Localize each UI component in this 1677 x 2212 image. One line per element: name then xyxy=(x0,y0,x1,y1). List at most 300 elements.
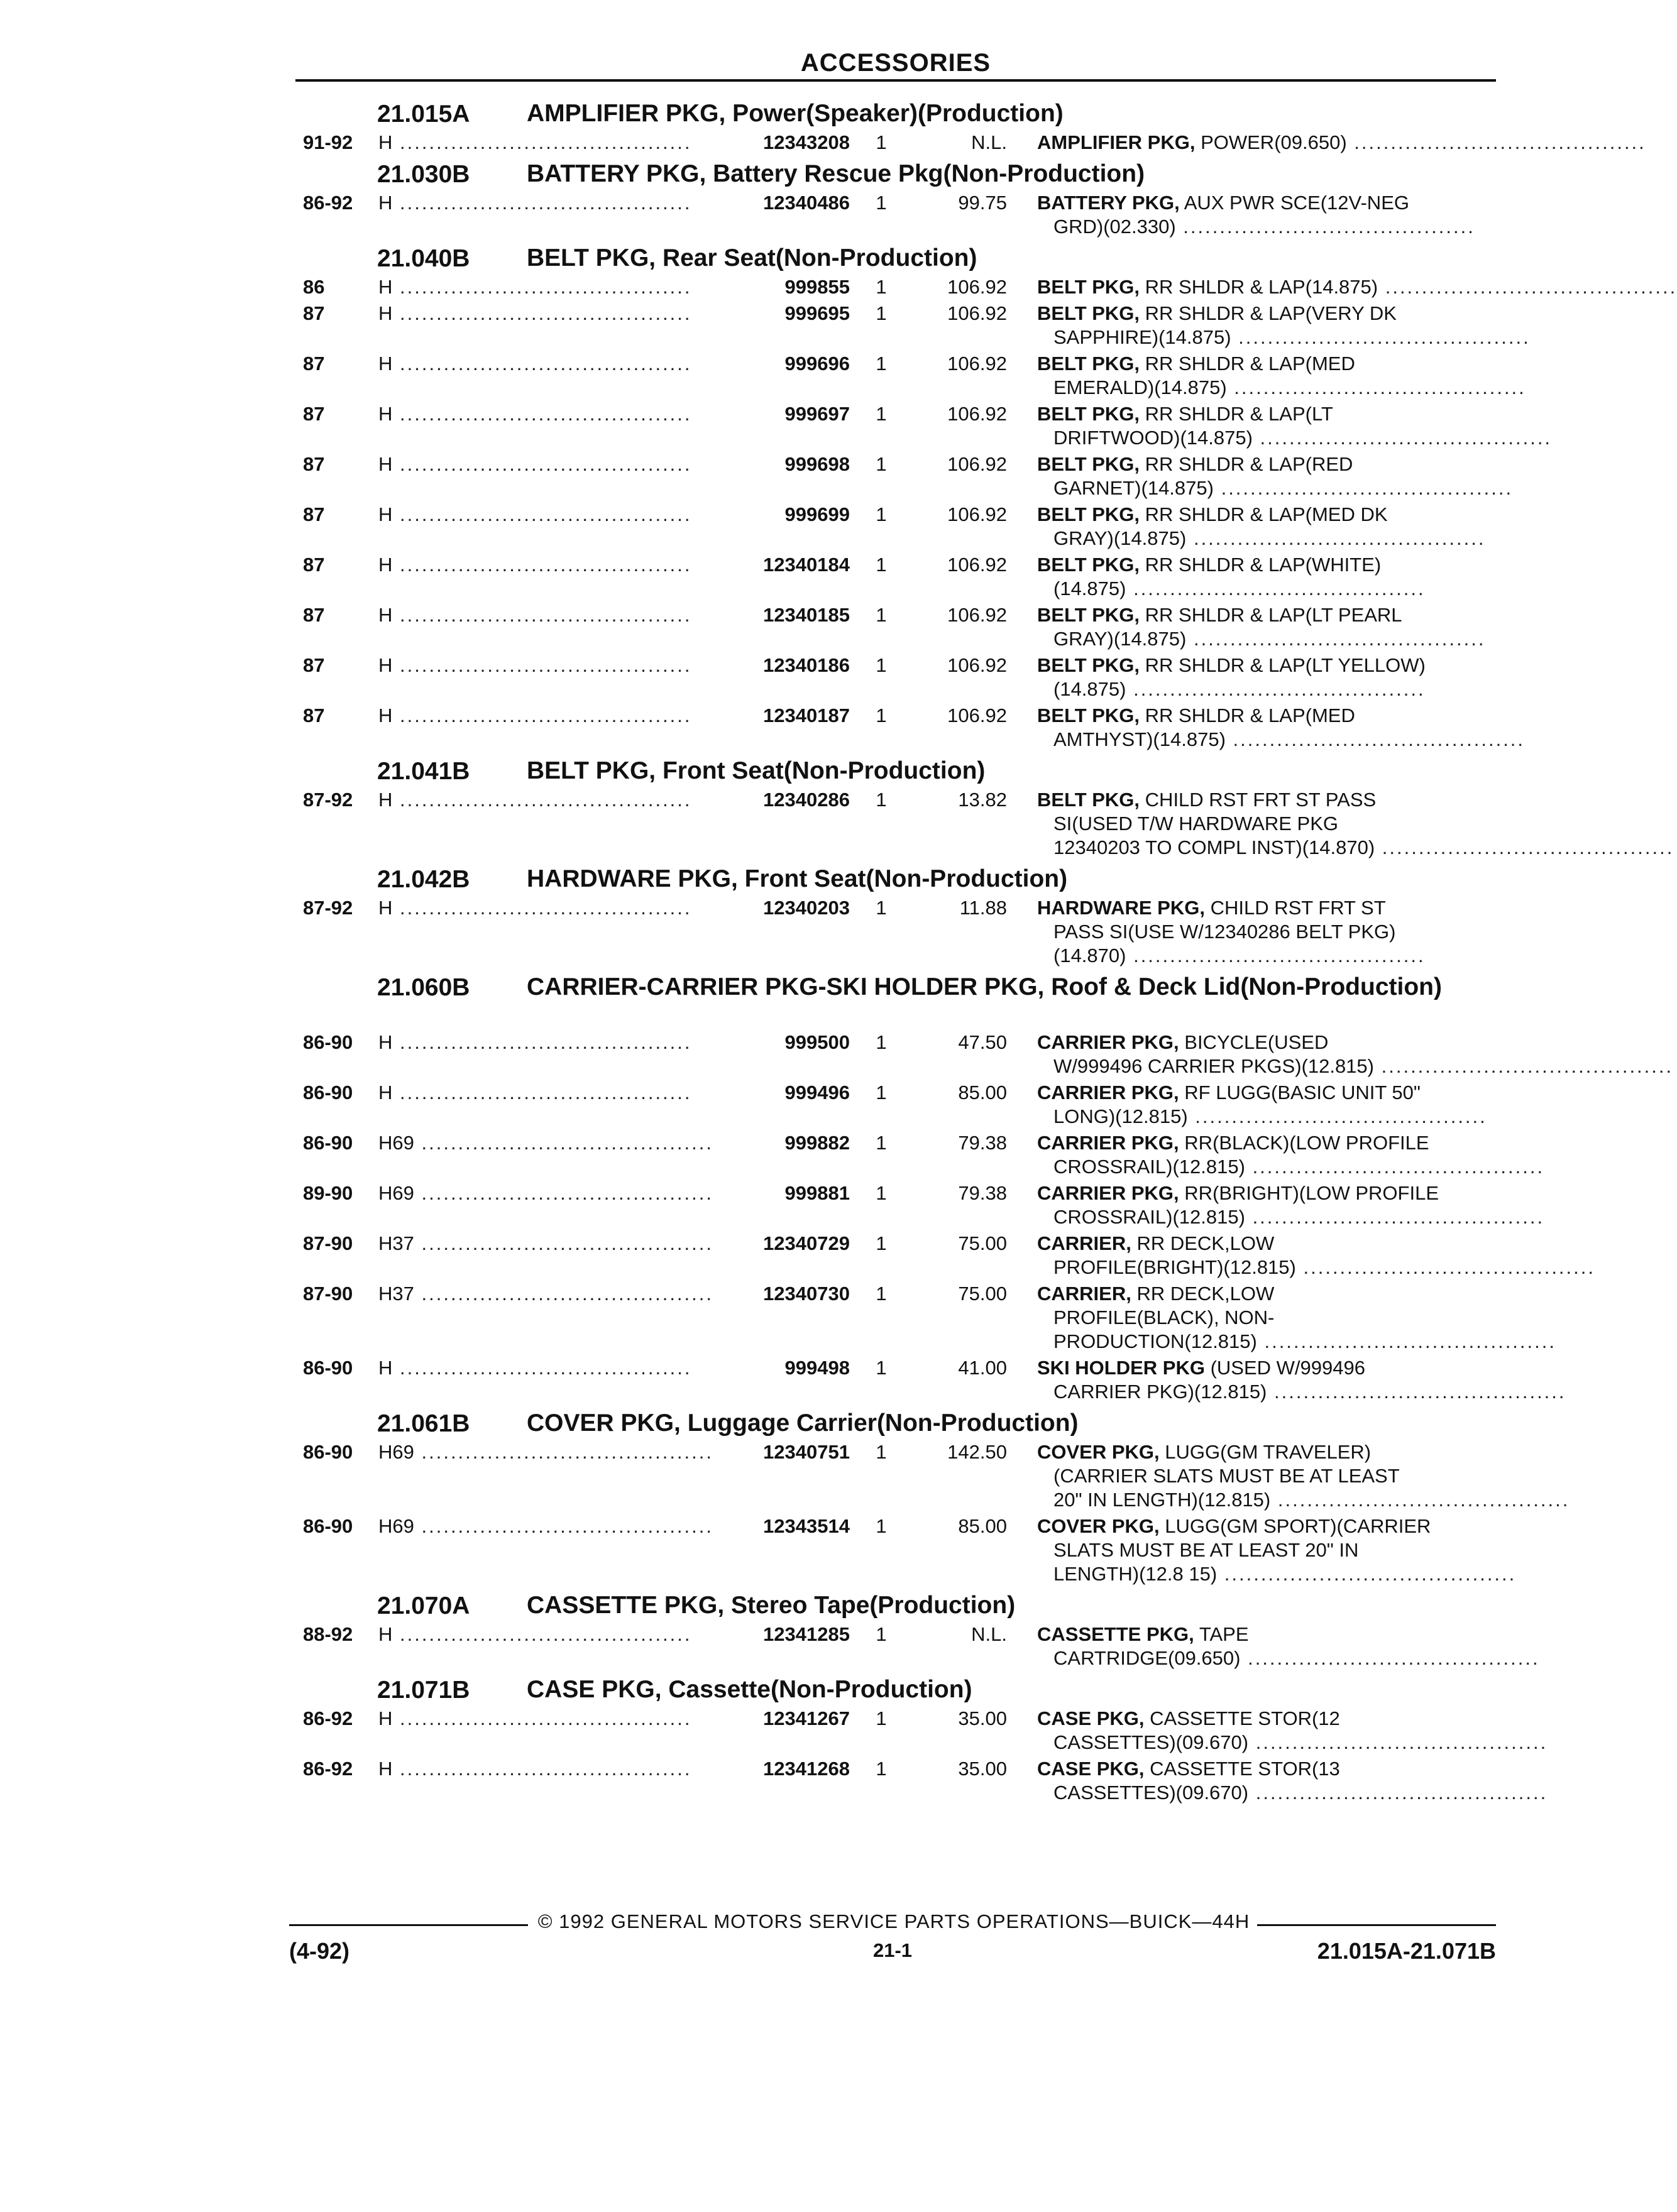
description-keyword: CASSETTE PKG, xyxy=(1037,1623,1194,1645)
description xyxy=(1037,1440,1570,1512)
description-text: PASS SI(USE W/12340286 BELT PKG) xyxy=(1053,921,1396,943)
footer-rule-left xyxy=(289,1924,528,1926)
description-keyword: BELT PKG, xyxy=(1037,403,1140,425)
price: 75.00 xyxy=(958,1232,1007,1254)
quantity: 1 xyxy=(876,302,887,324)
leader-dots: ........................................ xyxy=(1270,1489,1570,1511)
description-line xyxy=(1037,376,1526,400)
model-years: 86-90 xyxy=(303,1031,353,1053)
description-text: SAPPHIRE)(14.875) xyxy=(1053,326,1231,348)
quantity: 1 xyxy=(876,1441,887,1463)
section-title: BELT PKG, Rear Seat(Non-Production) xyxy=(527,244,977,271)
description-line xyxy=(1037,302,1485,326)
leader-dots: ........................................ xyxy=(392,604,692,626)
model-years: 87 xyxy=(303,704,325,726)
body-style-code: H xyxy=(378,604,393,626)
quantity: 1 xyxy=(876,1132,887,1154)
price: N.L. xyxy=(971,1623,1007,1645)
description-text: (CARRIER SLATS MUST BE AT LEAST xyxy=(1053,1465,1400,1487)
body-style-code: H xyxy=(378,704,393,726)
quantity: 1 xyxy=(876,1758,887,1780)
page-footer xyxy=(289,1910,1496,1979)
description xyxy=(1037,704,1526,752)
description-text: RR SHLDR & LAP(MED xyxy=(1145,704,1355,726)
description-keyword: COVER PKG, xyxy=(1037,1441,1160,1463)
model-years: 88-92 xyxy=(303,1623,353,1645)
description-line xyxy=(1037,275,1677,299)
body-style xyxy=(378,1356,692,1380)
part-number: 12340730 xyxy=(763,1283,850,1305)
description-line xyxy=(1037,627,1485,651)
part-number: 12341268 xyxy=(763,1758,850,1780)
leader-dots: ........................................ xyxy=(1378,276,1677,298)
model-years: 86-90 xyxy=(303,1081,353,1103)
leader-dots: ........................................ xyxy=(1252,427,1553,449)
description-text: CARTRIDGE(09.650) xyxy=(1053,1647,1241,1669)
description xyxy=(1037,402,1553,450)
price: 142.50 xyxy=(947,1441,1007,1463)
model-years: 86-92 xyxy=(303,1707,353,1729)
description xyxy=(1037,131,1646,155)
description-keyword: HARDWARE PKG, xyxy=(1037,897,1205,919)
description-line xyxy=(1037,1380,1566,1404)
body-style xyxy=(378,1232,713,1256)
table-row xyxy=(303,402,1553,450)
leader-dots: ........................................ xyxy=(1245,1206,1545,1228)
leader-dots: ........................................ xyxy=(392,704,692,726)
table-row xyxy=(303,603,1497,651)
quantity: 1 xyxy=(876,1232,887,1254)
leader-dots: ........................................ xyxy=(1175,216,1475,238)
section-title: CASSETTE PKG, Stereo Tape(Production) xyxy=(527,1592,1016,1619)
description-text: CROSSRAIL)(12.815) xyxy=(1053,1156,1245,1178)
section-code: 21.040B xyxy=(377,245,470,272)
description-line xyxy=(1037,426,1553,450)
table-row xyxy=(303,352,1526,400)
description-line xyxy=(1037,677,1485,701)
leader-dots: ........................................ xyxy=(392,1357,692,1379)
description-line xyxy=(1037,836,1674,860)
description-keyword: BELT PKG, xyxy=(1037,704,1140,726)
quantity: 1 xyxy=(876,704,887,726)
price: 41.00 xyxy=(958,1357,1007,1379)
description-text: RR(BLACK)(LOW PROFILE xyxy=(1184,1132,1429,1154)
description-text: LONG)(12.815) xyxy=(1053,1105,1188,1127)
body-style xyxy=(378,1623,692,1646)
quantity: 1 xyxy=(876,353,887,375)
description-text: CASSETTES)(09.670) xyxy=(1053,1782,1249,1804)
leader-dots: ........................................ xyxy=(1226,376,1526,398)
description-keyword: AMPLIFIER PKG, xyxy=(1037,131,1196,153)
description xyxy=(1037,191,1485,239)
body-style xyxy=(378,1081,692,1105)
leader-dots: ........................................ xyxy=(392,654,692,676)
price: N.L. xyxy=(971,131,1007,153)
description-line xyxy=(1037,577,1485,601)
description xyxy=(1037,452,1514,500)
body-style-code: H xyxy=(378,654,393,676)
leader-dots: ........................................ xyxy=(414,1515,713,1537)
description-text: TAPE xyxy=(1199,1623,1249,1645)
body-style-code: H xyxy=(378,897,393,919)
table-row xyxy=(303,1356,1566,1404)
body-style-code: H37 xyxy=(378,1232,414,1254)
section-code: 21.060B xyxy=(377,974,470,1001)
part-number: 12340184 xyxy=(763,554,850,576)
description-text: RR DECK,LOW xyxy=(1136,1232,1275,1254)
section-title: COVER PKG, Luggage Carrier(Non-Production) xyxy=(527,1410,1079,1437)
body-style-code: H69 xyxy=(378,1515,414,1537)
price: 85.00 xyxy=(958,1515,1007,1537)
footer-page-number: 21-1 xyxy=(872,1939,913,1961)
description-text: PRODUCTION(12.815) xyxy=(1053,1330,1257,1352)
leader-dots: ........................................ xyxy=(392,131,692,153)
price: 35.00 xyxy=(958,1758,1007,1780)
description-keyword: BELT PKG, xyxy=(1037,503,1140,525)
description-line xyxy=(1037,896,1485,920)
quantity: 1 xyxy=(876,1707,887,1729)
part-number: 12340203 xyxy=(763,897,850,919)
price: 47.50 xyxy=(958,1031,1007,1053)
part-number: 999498 xyxy=(784,1357,850,1379)
description-line xyxy=(1037,1054,1674,1078)
quantity: 1 xyxy=(876,453,887,475)
body-style xyxy=(378,503,692,527)
part-number: 12343208 xyxy=(763,131,850,153)
leader-dots: ........................................ xyxy=(1126,678,1426,700)
description-text: W/999496 CARRIER PKGS)(12.815) xyxy=(1053,1055,1374,1077)
part-number: 12340185 xyxy=(763,604,850,626)
quantity: 1 xyxy=(876,1081,887,1103)
body-style-code: H69 xyxy=(378,1132,414,1154)
model-years: 87-92 xyxy=(303,897,353,919)
description-line xyxy=(1037,326,1531,349)
part-number: 999496 xyxy=(784,1081,850,1103)
table-row xyxy=(303,452,1514,500)
page-header xyxy=(295,49,1496,80)
description-line xyxy=(1037,603,1485,627)
leader-dots: ........................................ xyxy=(1267,1381,1566,1403)
description-line xyxy=(1037,503,1485,527)
description xyxy=(1037,503,1485,550)
price: 75.00 xyxy=(958,1283,1007,1305)
description-line xyxy=(1037,1514,1485,1538)
description-line xyxy=(1037,1731,1548,1755)
table-row xyxy=(303,131,1646,155)
description-keyword: BELT PKG, xyxy=(1037,789,1140,811)
body-style xyxy=(378,275,692,299)
description-line xyxy=(1037,1488,1570,1512)
description xyxy=(1037,275,1677,299)
section-heading xyxy=(303,970,1497,1031)
description-keyword: BELT PKG, xyxy=(1037,554,1140,576)
leader-dots: ........................................ xyxy=(392,1081,692,1103)
table-row xyxy=(303,1232,1595,1279)
description xyxy=(1037,302,1531,349)
description xyxy=(1037,1081,1485,1129)
section-heading xyxy=(303,1673,1497,1707)
description-line xyxy=(1037,1306,1485,1330)
price: 106.92 xyxy=(947,704,1007,726)
model-years: 91-92 xyxy=(303,131,353,153)
model-years: 87-90 xyxy=(303,1283,353,1305)
part-number: 12340751 xyxy=(763,1441,850,1463)
leader-dots: ........................................ xyxy=(414,1182,713,1204)
body-style xyxy=(378,1707,692,1731)
body-style-code: H37 xyxy=(378,1283,414,1305)
leader-dots: ........................................ xyxy=(1374,1055,1674,1077)
description-line xyxy=(1037,1440,1485,1464)
description-text: AUX PWR SCE(12V-NEG xyxy=(1184,192,1409,214)
description xyxy=(1037,1757,1548,1805)
description-line xyxy=(1037,476,1514,500)
leader-dots: ........................................ xyxy=(392,789,692,811)
body-style xyxy=(378,1181,713,1205)
table-row xyxy=(303,1514,1517,1586)
quantity: 1 xyxy=(876,1283,887,1305)
leader-dots: ........................................ xyxy=(414,1132,713,1154)
description-text: RR SHLDR & LAP(LT YELLOW) xyxy=(1145,654,1426,676)
model-years: 86-90 xyxy=(303,1441,353,1463)
body-style xyxy=(378,654,692,677)
model-years: 87 xyxy=(303,554,325,576)
description xyxy=(1037,553,1485,601)
body-style xyxy=(378,1757,692,1781)
leader-dots: ........................................ xyxy=(1126,944,1426,966)
price: 106.92 xyxy=(947,276,1007,298)
table-row xyxy=(303,1757,1548,1805)
description-line xyxy=(1037,131,1646,155)
description xyxy=(1037,1232,1595,1279)
description-line xyxy=(1037,1757,1485,1781)
leader-dots: ........................................ xyxy=(1375,836,1674,858)
body-style-code: H xyxy=(378,453,393,475)
description-keyword: CASE PKG, xyxy=(1037,1707,1145,1729)
description-line xyxy=(1037,452,1485,476)
quantity: 1 xyxy=(876,1357,887,1379)
leader-dots: ........................................ xyxy=(392,453,692,475)
leader-dots: ........................................ xyxy=(1126,578,1426,600)
description xyxy=(1037,1356,1566,1404)
description-keyword: CARRIER, xyxy=(1037,1283,1131,1305)
quantity: 1 xyxy=(876,1515,887,1537)
part-number: 12340486 xyxy=(763,192,850,214)
part-number: 999855 xyxy=(784,276,850,298)
section-heading xyxy=(303,97,1497,131)
description-line xyxy=(1037,1232,1485,1256)
section-heading xyxy=(303,157,1497,191)
description-text: POWER(09.650) xyxy=(1201,131,1347,153)
body-style xyxy=(378,603,692,627)
description-text: (14.870) xyxy=(1053,944,1126,966)
table-row xyxy=(303,1031,1674,1078)
description-text: CHILD RST FRT ST PASS xyxy=(1145,789,1377,811)
description-line xyxy=(1037,1282,1485,1306)
quantity: 1 xyxy=(876,1031,887,1053)
body-style xyxy=(378,553,692,577)
part-number: 12341267 xyxy=(763,1707,850,1729)
body-style-code: H69 xyxy=(378,1182,414,1204)
description-text: RR SHLDR & LAP(MED xyxy=(1145,353,1355,375)
page-title: ACCESSORIES xyxy=(800,49,991,77)
leader-dots: ........................................ xyxy=(1248,1782,1548,1804)
description-line xyxy=(1037,944,1485,968)
model-years: 86-90 xyxy=(303,1132,353,1154)
model-years: 87 xyxy=(303,654,325,676)
description-line xyxy=(1037,1181,1485,1205)
leader-dots: ........................................ xyxy=(1256,1330,1556,1352)
description-keyword: BELT PKG, xyxy=(1037,453,1140,475)
description-keyword: CARRIER PKG, xyxy=(1037,1081,1179,1103)
section-title: CASE PKG, Cassette(Non-Production) xyxy=(527,1676,972,1703)
leader-dots: ........................................ xyxy=(392,1707,692,1729)
description-text: LUGG(GM SPORT)(CARRIER xyxy=(1165,1515,1431,1537)
body-style xyxy=(378,1514,713,1538)
description xyxy=(1037,896,1485,968)
description-line xyxy=(1037,1155,1545,1179)
section-heading xyxy=(303,1406,1497,1440)
quantity: 1 xyxy=(876,654,887,676)
body-style-code: H xyxy=(378,302,393,324)
part-number: 12343514 xyxy=(763,1515,850,1537)
table-row xyxy=(303,1282,1556,1354)
description-text: PROFILE(BRIGHT)(12.815) xyxy=(1053,1256,1296,1278)
description-line xyxy=(1037,1781,1548,1805)
description-line xyxy=(1037,215,1485,239)
description-text: RR SHLDR & LAP(14.875) xyxy=(1145,276,1378,298)
part-number: 999882 xyxy=(784,1132,850,1154)
leader-dots: ........................................ xyxy=(1346,131,1646,153)
leader-dots: ........................................ xyxy=(392,403,692,425)
section-title: BATTERY PKG, Battery Rescue Pkg(Non-Production) xyxy=(527,160,1145,187)
leader-dots: ........................................ xyxy=(1245,1156,1545,1178)
model-years: 87 xyxy=(303,353,325,375)
model-years: 87-90 xyxy=(303,1232,353,1254)
table-row xyxy=(303,1131,1545,1179)
table-row xyxy=(303,1181,1545,1229)
description-text: RR SHLDR & LAP(VERY DK xyxy=(1145,302,1397,324)
leader-dots: ........................................ xyxy=(392,1623,692,1645)
description-text: GARNET)(14.875) xyxy=(1053,477,1214,499)
table-row xyxy=(303,704,1526,752)
description-line xyxy=(1037,1464,1485,1488)
part-number: 999699 xyxy=(784,503,850,525)
description-keyword: SKI HOLDER PKG xyxy=(1037,1357,1205,1379)
description-text: LENGTH)(12.8 15) xyxy=(1053,1563,1218,1585)
table-row xyxy=(303,788,1674,860)
body-style-code: H xyxy=(378,192,393,214)
section-heading xyxy=(303,241,1497,275)
body-style xyxy=(378,452,692,476)
body-style-code: H xyxy=(378,1623,393,1645)
parts-list xyxy=(303,97,1677,1807)
section-code: 21.071B xyxy=(377,1677,470,1704)
price: 106.92 xyxy=(947,604,1007,626)
description-line xyxy=(1037,920,1485,944)
price: 106.92 xyxy=(947,503,1007,525)
part-number: 999500 xyxy=(784,1031,850,1053)
section-heading xyxy=(303,862,1497,896)
leader-dots: ........................................ xyxy=(1231,326,1531,348)
model-years: 86-92 xyxy=(303,1758,353,1780)
quantity: 1 xyxy=(876,403,887,425)
section-heading xyxy=(303,754,1497,788)
price: 99.75 xyxy=(958,192,1007,214)
description xyxy=(1037,1623,1540,1670)
price: 11.88 xyxy=(959,897,1007,919)
description-line xyxy=(1037,352,1485,376)
body-style-code: H xyxy=(378,353,393,375)
price: 85.00 xyxy=(958,1081,1007,1103)
description-line xyxy=(1037,527,1485,550)
description-text: CHILD RST FRT ST xyxy=(1210,897,1386,919)
leader-dots: ........................................ xyxy=(392,1758,692,1780)
description-line xyxy=(1037,1623,1485,1646)
description-line xyxy=(1037,1646,1540,1670)
price: 79.38 xyxy=(958,1182,1007,1204)
description-text: CROSSRAIL)(12.815) xyxy=(1053,1206,1245,1228)
price: 106.92 xyxy=(947,654,1007,676)
section-title: CARRIER-CARRIER PKG-SKI HOLDER PKG, Roof & Deck Lid(Non-Production) xyxy=(527,973,1442,1000)
description-text: BICYCLE(USED xyxy=(1184,1031,1329,1053)
model-years: 86-90 xyxy=(303,1357,353,1379)
description-text: CASSETTES)(09.670) xyxy=(1053,1731,1249,1753)
table-row xyxy=(303,1623,1540,1670)
description-keyword: BELT PKG, xyxy=(1037,353,1140,375)
part-number: 12341285 xyxy=(763,1623,850,1645)
leader-dots: ........................................ xyxy=(414,1283,713,1305)
table-row xyxy=(303,275,1677,299)
body-style xyxy=(378,1031,692,1054)
body-style-code: H xyxy=(378,1707,393,1729)
footer-date: (4-92) xyxy=(289,1938,350,1964)
description-text: GRD)(02.330) xyxy=(1053,216,1176,238)
description-line xyxy=(1037,788,1485,812)
quantity: 1 xyxy=(876,131,887,153)
leader-dots: ........................................ xyxy=(1186,628,1486,650)
part-number: 999698 xyxy=(784,453,850,475)
price: 106.92 xyxy=(947,302,1007,324)
description-line xyxy=(1037,191,1485,215)
leader-dots: ........................................ xyxy=(1186,527,1486,549)
description-line xyxy=(1037,704,1485,728)
table-row xyxy=(303,191,1497,239)
section-code: 21.030B xyxy=(377,161,470,188)
description-keyword: BELT PKG, xyxy=(1037,604,1140,626)
description-keyword: CARRIER PKG, xyxy=(1037,1132,1179,1154)
model-years: 87 xyxy=(303,604,325,626)
section-code: 21.042B xyxy=(377,866,470,893)
leader-dots: ........................................ xyxy=(1225,728,1526,750)
price: 106.92 xyxy=(947,453,1007,475)
leader-dots: ........................................ xyxy=(392,276,692,298)
part-number: 999695 xyxy=(784,302,850,324)
body-style-code: H xyxy=(378,789,393,811)
section-title: AMPLIFIER PKG, Power(Speaker)(Production) xyxy=(527,100,1064,127)
body-style-code: H xyxy=(378,276,393,298)
leader-dots: ........................................ xyxy=(414,1232,713,1254)
body-style xyxy=(378,1282,713,1306)
table-row xyxy=(303,503,1497,550)
section-code: 21.015A xyxy=(377,101,470,128)
model-years: 87 xyxy=(303,453,325,475)
quantity: 1 xyxy=(876,503,887,525)
description-line xyxy=(1037,1205,1545,1229)
quantity: 1 xyxy=(876,554,887,576)
table-row xyxy=(303,1081,1497,1129)
header-rule xyxy=(295,79,1496,82)
description-keyword: BATTERY PKG, xyxy=(1037,192,1180,214)
